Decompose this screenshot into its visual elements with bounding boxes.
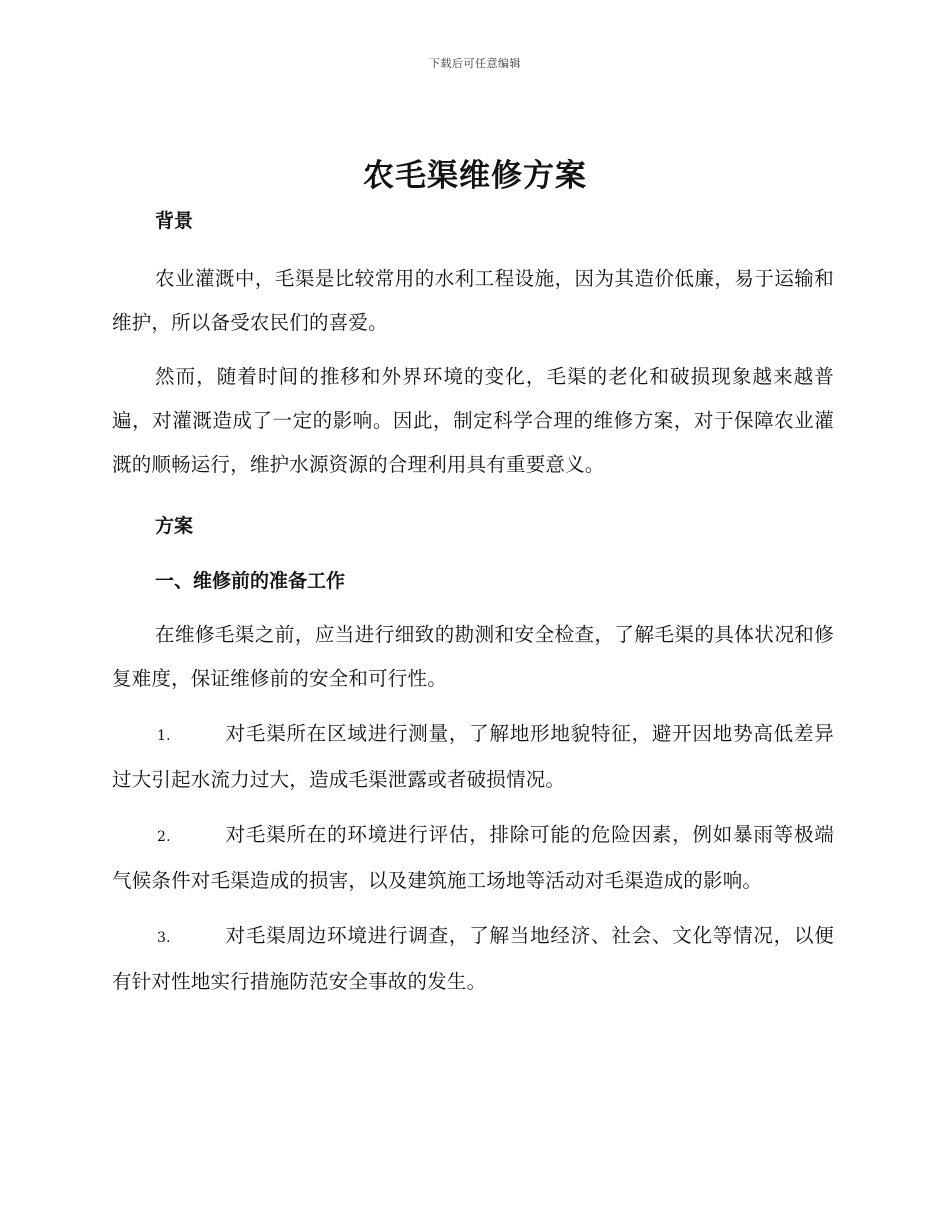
list-item-text: 对毛渠所在区域进行测量，了解地形地貌特征，避开因地势高低差异过大引起水流力过大，造成毛渠泄露或者破损情况。 — [112, 722, 834, 791]
list-item — [112, 813, 834, 903]
background-paragraph-1: 农业灌溉中，毛渠是比较常用的水利工程设施，因为其造价低廉，易于运输和维护，所以备受农民们的喜爱。 — [112, 267, 834, 334]
section-1-heading: 一、维修前的准备工作 — [155, 570, 346, 592]
list-item-number: 2. — [157, 829, 171, 845]
section-1-intro: 在维修毛渠之前，应当进行细致的勘测和安全检查，了解毛渠的具体状况和修复难度，保证维修前的安全和可行性。 — [112, 623, 834, 690]
background-paragraph-2: 然而，随着时间的推移和外界环境的变化，毛渠的老化和破损现象越来越普遍，对灌溉造成了一定的影响。因此，制定科学合理的维修方案，对于保障农业灌溉的顺畅运行，维护水源资源的合理利用具有重要意义。 — [112, 365, 834, 476]
list-item — [112, 712, 834, 802]
page-header: 下载后可任意编辑 — [429, 57, 521, 70]
document-body — [112, 200, 834, 1004]
background-heading: 背景 — [155, 210, 194, 232]
list-item-number: 3. — [157, 930, 171, 946]
list-item-number: 1. — [157, 728, 171, 744]
document-title: 农毛渠维修方案 — [363, 158, 587, 194]
plan-heading: 方案 — [155, 515, 194, 537]
list-item — [112, 914, 834, 1004]
list-item-text: 对毛渠所在的环境进行评估，排除可能的危险因素，例如暴雨等极端气候条件对毛渠造成的损害，以及建筑施工场地等活动对毛渠造成的影响。 — [112, 823, 834, 892]
list-item-text: 对毛渠周边环境进行调查，了解当地经济、社会、文化等情况，以便有针对性地实行措施防范安全事故的发生。 — [112, 924, 834, 993]
